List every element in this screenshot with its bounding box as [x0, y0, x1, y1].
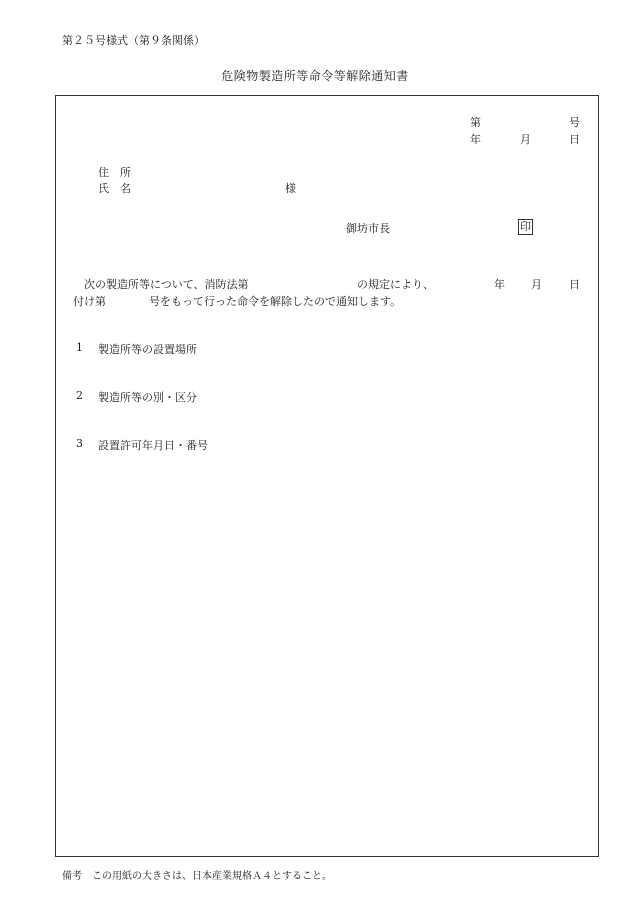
- seal-mark: [518, 219, 533, 235]
- body-line1-month: 月: [531, 278, 542, 291]
- form-frame: [55, 95, 599, 857]
- address-label: 住 所: [98, 166, 131, 179]
- name-label: 氏 名: [98, 182, 131, 195]
- item-1-label: 製造所等の設置場所: [98, 343, 197, 356]
- body-line1-year: 年: [494, 278, 505, 291]
- number-prefix: 第: [470, 116, 481, 129]
- body-line1-a: 次の製造所等について、消防法第: [84, 278, 249, 291]
- item-3-number: 3: [76, 437, 83, 450]
- form-number: 第２５号様式（第９条関係）: [62, 34, 205, 47]
- number-suffix: 号: [569, 116, 580, 129]
- body-line2-b: 号をもって行った命令を解除したので通知します。: [149, 295, 402, 308]
- date-year: 年: [470, 133, 481, 146]
- honorific: 様: [285, 182, 296, 195]
- seal-stamp: 印: [520, 220, 531, 233]
- item-1-number: 1: [76, 341, 83, 354]
- item-3-label: 設置許可年月日・番号: [98, 439, 208, 452]
- issuer-title: 御坊市長: [346, 222, 390, 235]
- body-line1-day: 日: [569, 278, 580, 291]
- item-2-number: 2: [76, 389, 83, 402]
- footnote: 備考 この用紙の大きさは、日本産業規格Ａ４とすること。: [62, 871, 332, 882]
- date-day: 日: [569, 133, 580, 146]
- item-2-label: 製造所等の別・区分: [98, 391, 197, 404]
- date-month: 月: [520, 133, 531, 146]
- document-title: 危険物製造所等命令等解除通知書: [221, 69, 409, 83]
- body-line2-a: 付け第: [73, 295, 106, 308]
- body-line1-b: の規定により、: [357, 278, 434, 291]
